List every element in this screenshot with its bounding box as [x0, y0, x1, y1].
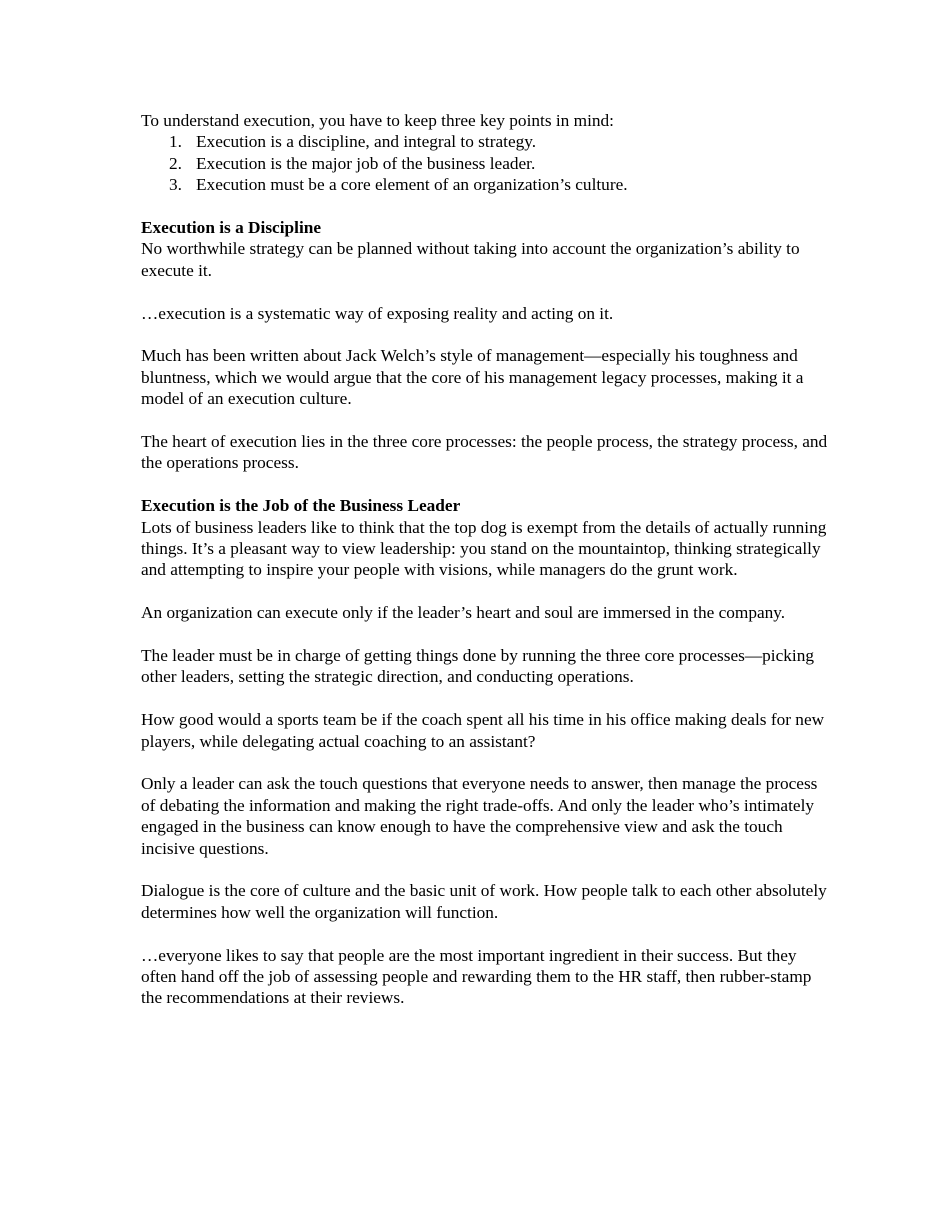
list-item [141, 131, 831, 152]
list-number: 2. [169, 153, 182, 173]
list-item-text: Execution must be a core element of an organization’s culture. [196, 175, 628, 195]
list-number: 1. [169, 132, 182, 152]
list-item [141, 153, 831, 174]
section-heading-discipline: Execution is a Discipline [141, 218, 322, 238]
paragraph: Dialogue is the core of culture and the basic unit of work. How people talk to each other absolutely determines how well the organization will function. [141, 881, 827, 922]
paragraph: Much has been written about Jack Welch’s style of management—especially his toughness and bluntness, which we would argue that the core of his management legacy processes, making it a model of an execution culture. [141, 346, 804, 409]
paragraph: Only a leader can ask the touch questions that everyone needs to answer, then manage the process of debating the information and making the right trade-offs. And only the leader who’s intimately engaged in the business can know enough to have the comprehensive view and ask the touch incisive questions. [141, 774, 818, 858]
paragraph: Lots of business leaders like to think that the top dog is exempt from the details of actually running things. It’s a pleasant way to view leadership: you stand on the mountaintop, thinking strategically and attempting to inspire your people with visions, while managers do the grunt work. [141, 517, 827, 580]
paragraph: …everyone likes to say that people are the most important ingredient in their success. But they often hand off the job of assessing people and rewarding them to the HR staff, then rubber-stamp the recommendations at their reviews. [141, 945, 812, 1008]
paragraph: No worthwhile strategy can be planned without taking into account the organization’s ability to execute it. [141, 239, 800, 280]
list-item-text: Execution is a discipline, and integral to strategy. [196, 132, 537, 152]
list-item [141, 174, 831, 195]
paragraph: How good would a sports team be if the coach spent all his time in his office making deals for new players, while delegating actual coaching to an assistant? [141, 710, 825, 751]
paragraph: An organization can execute only if the leader’s heart and soul are immersed in the company. [141, 603, 786, 623]
paragraph: The heart of execution lies in the three core processes: the people process, the strategy process, and the operations process. [141, 432, 828, 473]
section-heading-business-leader: Execution is the Job of the Business Leader [141, 496, 461, 516]
key-points-list [141, 131, 831, 195]
paragraph: The leader must be in charge of getting things done by running the three core processes—picking other leaders, setting the strategic direction, and conducting operations. [141, 646, 814, 687]
list-item-text: Execution is the major job of the business leader. [196, 153, 536, 173]
document-page [141, 110, 831, 1030]
intro-lead: To understand execution, you have to keep three key points in mind: [141, 111, 614, 130]
list-number: 3. [169, 175, 182, 195]
paragraph: …execution is a systematic way of exposing reality and acting on it. [141, 303, 614, 323]
